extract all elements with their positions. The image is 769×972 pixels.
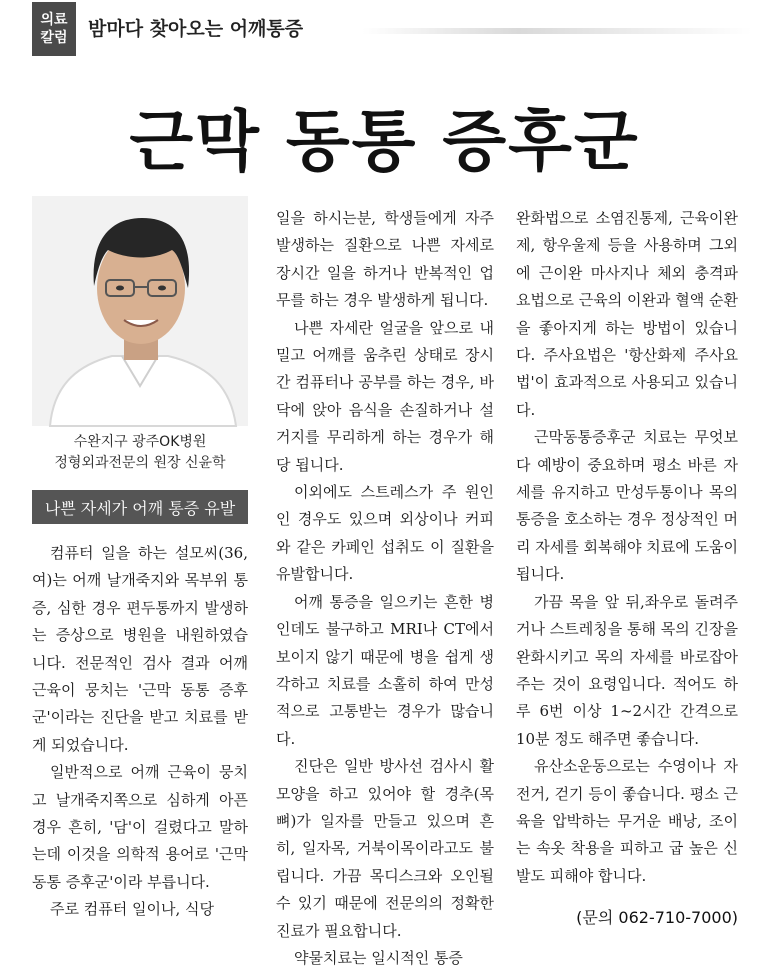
author-caption bbox=[32, 432, 248, 474]
header-divider bbox=[362, 28, 752, 34]
paragraph: 가끔 목을 앞 뒤,좌우로 돌려주거나 스트레칭을 통해 목의 긴장을 완화시키고 목의 자세를 바로잡아주는 것이 요령입니다. 적어도 하루 6번 이상 1~2시간 간격으로 10분 정도 해주면 좋습니다. bbox=[516, 592, 738, 748]
contact-info: (문의 062-710-7000) bbox=[576, 908, 738, 927]
body-column-2 bbox=[276, 205, 494, 967]
paragraph: 약물치료는 일시적인 통증 bbox=[294, 948, 463, 967]
article-subheading: 나쁜 자세가 어깨 통증 유발 bbox=[32, 490, 248, 524]
paragraph: 컴퓨터 일을 하는 설모씨(36,여)는 어깨 날개죽지와 목부위 통증, 심한 경우 편두통까지 발생하는 증상으로 병원을 내원하였습니다. 전문적인 검사 결과 어깨 근육이 뭉치는 '근막 동통 증후군'이라는 진단을 받고 치료를 받게 되었습니다. bbox=[32, 544, 248, 754]
body-column-3 bbox=[516, 205, 738, 925]
article-title: 근막 동통 증후군 bbox=[129, 103, 640, 180]
paragraph: 진단은 일반 방사선 검사시 활모양을 하고 있어야 할 경추(목뼈)가 일자를 만들고 있으며 흔히, 일자목, 거북이목이라고도 불립니다. 가끔 목디스크와 오인될수 있기 때문에 전문의의 정확한 진료가 필요합니다. bbox=[276, 757, 494, 940]
body-column-1 bbox=[32, 540, 248, 955]
column-header bbox=[32, 2, 752, 56]
category-badge bbox=[32, 2, 76, 56]
paragraph: 주로 컴퓨터 일이나, 식당 bbox=[50, 900, 214, 919]
category-line1: 의료 bbox=[40, 12, 68, 28]
category-line2: 칼럼 bbox=[40, 30, 68, 46]
paragraph: 이외에도 스트레스가 주 원인인 경우도 있으며 외상이나 커피와 같은 카페인 섭취도 이 질환을 유발합니다. bbox=[276, 483, 494, 584]
paragraph-continued: 일을 하시는분, 학생들에게 자주 발생하는 질환으로 나쁜 자세로 장시간 일을 하거나 반복적인 업무를 하는 경우 발생하게 됩니다. bbox=[276, 209, 494, 310]
author-affiliation: 수완지구 광주OK병원 bbox=[73, 434, 207, 450]
author-name: 정형외과전문의 원장 신윤학 bbox=[54, 455, 226, 471]
paragraph: 근막동통증후군 치료는 무엇보다 예방이 중요하며 평소 바른 자세를 유지하고 만성두통이나 목의 통증을 호소하는 경우 정상적인 머리 자세를 회복해야 치료에 도움이 됩니다. bbox=[516, 428, 738, 584]
paragraph: 유산소운동으로는 수영이나 자전거, 걷기 등이 좋습니다. 평소 근육을 압박하는 무거운 배낭, 조이는 속옷 착용을 피하고 굽 높은 신발도 피해야 합니다. bbox=[516, 757, 738, 885]
paragraph: 나쁜 자세란 얼굴을 앞으로 내밀고 어깨를 움추린 상태로 장시간 컴퓨터나 공부를 하는 경우, 바닥에 앉아 음식을 손질하거나 설거지를 무리하게 하는 경우가 해당 됩니다. bbox=[276, 318, 494, 474]
series-title: 밤마다 찾아오는 어깨통증 bbox=[88, 18, 304, 40]
paragraph: 일반적으로 어깨 근육이 뭉치고 날개죽지쪽으로 심하게 아픈 경우 흔히, '담'이 걸렸다고 말하는데 이것을 의학적 용어로 '근막 동통 증후군'이라 부릅니다. bbox=[32, 763, 248, 891]
paragraph: 어깨 통증을 일으키는 흔한 병인데도 불구하고 MRI나 CT에서 보이지 않기 때문에 병을 쉽게 생각하고 치료를 소홀히 하여 만성적으로 고통받는 경우가 많습니다. bbox=[276, 592, 494, 748]
author-photo bbox=[32, 196, 248, 426]
paragraph-continued: 완화법으로 소염진통제, 근육이완제, 항우울제 등을 사용하며 그외에 근이완 마사지나 체외 충격파 요법으로 근육의 이완과 혈액 순환을 좋아지게 하는 방법이 있습니다. 주사요법은 '항산화제 주사요법'이 효과적으로 사용되고 있습니다. bbox=[516, 209, 738, 419]
author-portrait-image bbox=[32, 196, 248, 426]
